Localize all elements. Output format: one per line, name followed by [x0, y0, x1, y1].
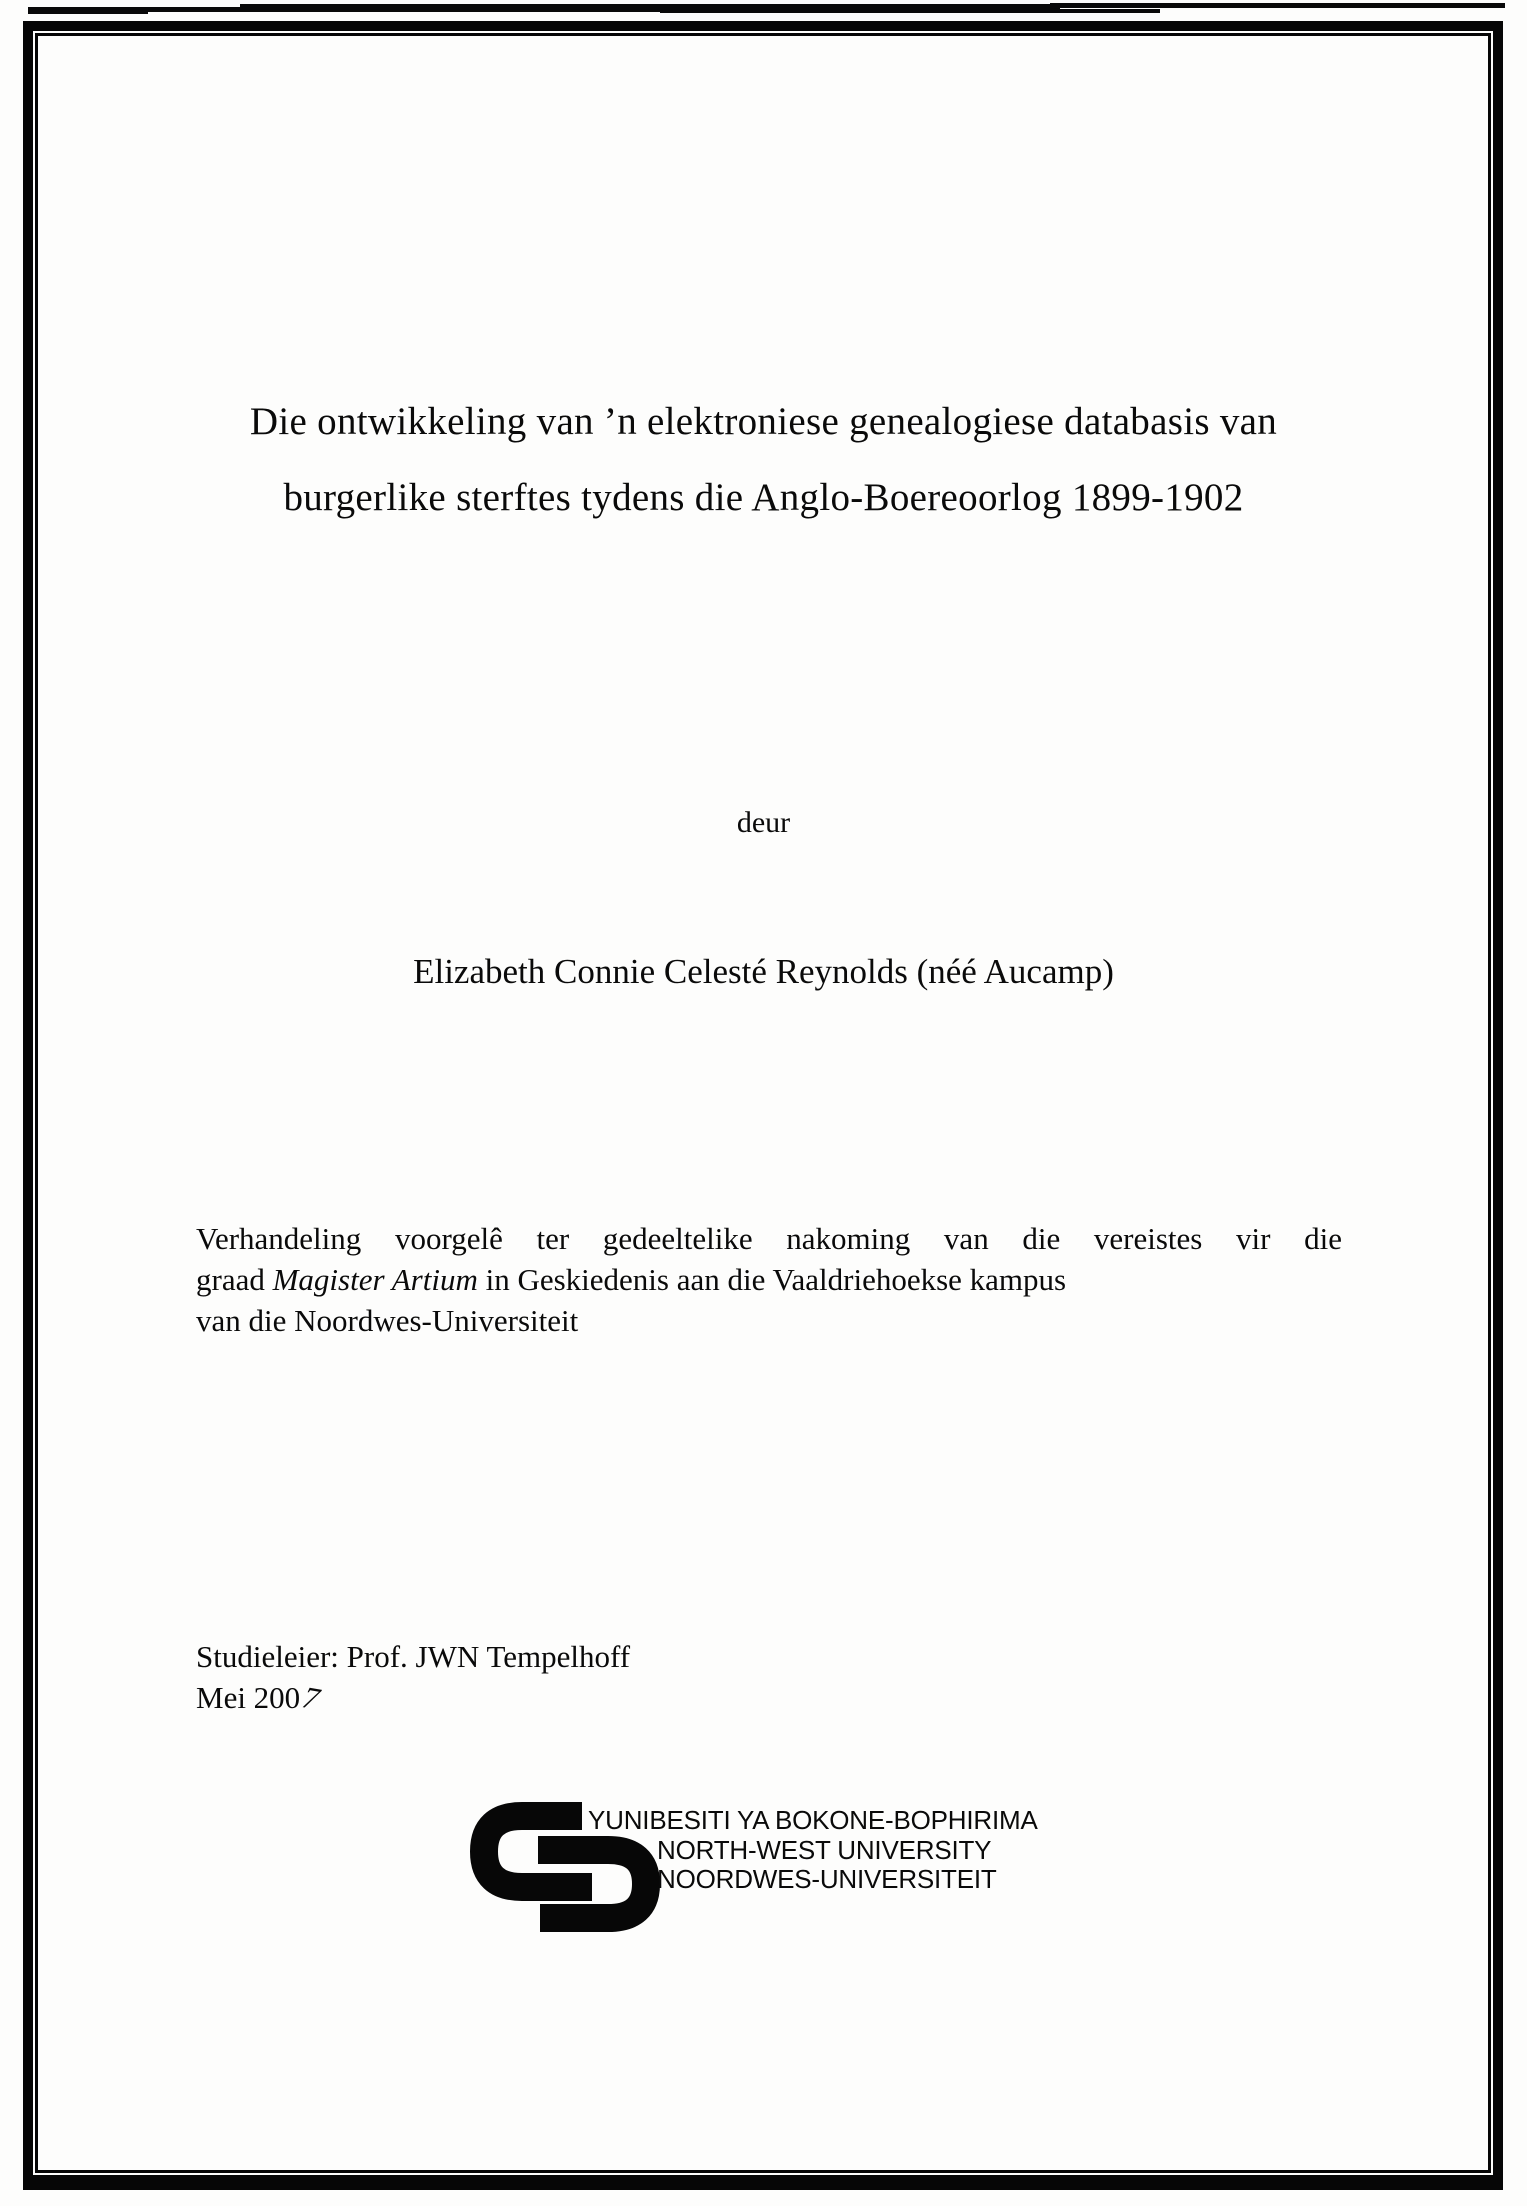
- degree-statement-line-2-prefix: graad: [196, 1262, 273, 1297]
- degree-statement: [196, 1218, 1342, 1341]
- date-line-prefix: Mei 200: [196, 1680, 301, 1715]
- degree-statement-line-3: van die Noordwes-Universiteit: [196, 1303, 579, 1338]
- university-name-setswana: YUNIBESITI YA BOKONE-BOPHIRIMA: [588, 1805, 1038, 1835]
- author-name: Elizabeth Connie Celesté Reynolds (néé Aucamp): [413, 952, 1114, 991]
- scan-artifact-top: [28, 11, 148, 14]
- degree-statement-line-2: [196, 1259, 1342, 1300]
- date-line-last-digit: 7: [296, 1680, 327, 1716]
- university-logo-text: [588, 1806, 1038, 1895]
- university-logo: [468, 1798, 1168, 1938]
- supervisor-block: [196, 1636, 630, 1718]
- supervisor-line: Studieleier: Prof. JWN Tempelhoff: [196, 1639, 631, 1674]
- thesis-title-line-1: Die ontwikkeling van ’n elektroniese genealogiese databasis van: [249, 400, 1278, 443]
- date-line: [196, 1677, 630, 1718]
- degree-name-italic: Magister Artium: [272, 1262, 478, 1297]
- scan-artifact-top: [1050, 3, 1505, 8]
- university-name-afrikaans: NOORDWES-UNIVERSITEIT: [657, 1864, 997, 1894]
- university-name-english: NORTH-WEST UNIVERSITY: [657, 1834, 992, 1865]
- byline-label: deur: [736, 806, 791, 839]
- thesis-title-line-2: burgerlike sterftes tydens die Anglo-Boereoorlog 1899-1902: [283, 476, 1244, 519]
- degree-statement-line-1: Verhandeling voorgelê ter gedeeltelike nakoming van die vereistes vir die: [196, 1221, 1342, 1256]
- degree-statement-line-2-suffix: in Geskiedenis aan die Vaaldriehoekse kampus: [477, 1262, 1067, 1297]
- scan-artifact-top: [660, 9, 1160, 13]
